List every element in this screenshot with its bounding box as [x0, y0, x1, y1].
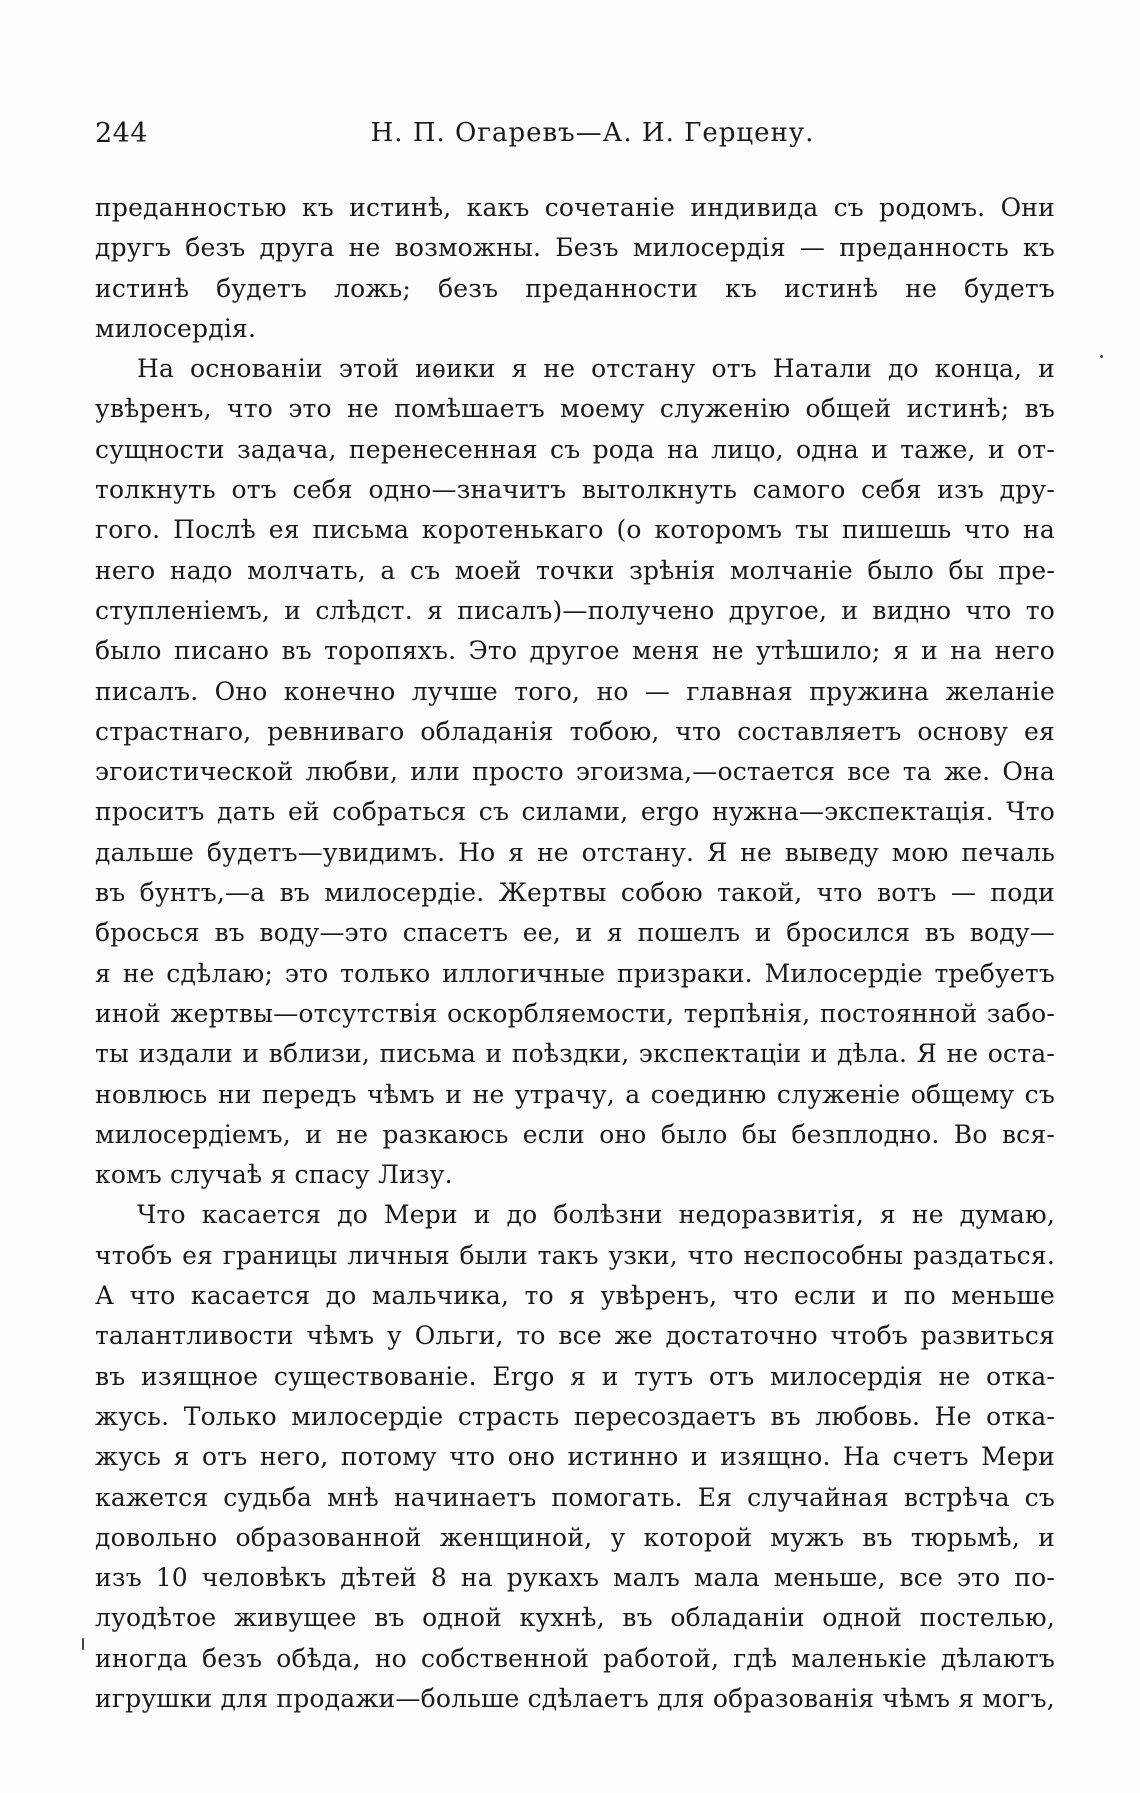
- text-line: толкнуть отъ себя одно—значитъ вытолкнуть самого себя изъ дру-: [95, 475, 1055, 505]
- text-line: дальше будетъ—увидимъ. Но я не отстану. Я не выведу мою печаль: [95, 837, 1055, 867]
- text-line: Что касается до Мери и до болѣзни недоразвитія, я не думаю,: [137, 1200, 1055, 1230]
- text-line: жусь я отъ него, потому что оно истинно и изящно. На счетъ Мери: [95, 1442, 1055, 1472]
- text-line: него надо молчать, а съ моей точки зрѣнія молчаніе было бы пре-: [95, 555, 1055, 585]
- text-line: было писано въ торопяхъ. Это другое меня не утѣшило; я и на него: [95, 636, 1055, 666]
- page-header: [95, 118, 1050, 158]
- speck: [1100, 355, 1103, 358]
- text-line: другъ безъ друга не возможны. Безъ милосердія — преданность къ: [95, 233, 1055, 263]
- text-line: эгоистической любви, или просто эгоизма,—остается все та же. Она: [95, 757, 1055, 787]
- text-line: бросься въ воду—это спасетъ ее, и я пошелъ и бросился въ воду—: [95, 918, 1055, 948]
- text-line: иногда безъ обѣда, но собственной работой, гдѣ маленькіе дѣлаютъ: [95, 1643, 1055, 1673]
- text-line: истинѣ будетъ ложь; безъ преданности къ истинѣ не будетъ: [95, 273, 1055, 303]
- text-line: увѣренъ, что это не помѣшаетъ моему служенію общей истинѣ; въ: [95, 394, 1055, 424]
- text-line: въ изящное существованіе. Ergo я и тутъ отъ милосердія не отка-: [95, 1361, 1055, 1391]
- text-line: ты издали и вблизи, письма и поѣздки, экспектаціи и дѣла. Я не оста-: [95, 1039, 1055, 1069]
- text-line: довольно образованной женщиной, у которой мужъ въ тюрьмѣ, и: [95, 1522, 1055, 1552]
- text-line: изъ 10 человѣкъ дѣтей 8 на рукахъ малъ мала меньше, все это по-: [95, 1563, 1055, 1593]
- running-head: Н. П. Огаревъ—А. И. Герцену.: [370, 118, 815, 148]
- text-line: новлюсь ни передъ чѣмъ и не утрачу, а соединю служеніе общему съ: [95, 1079, 1055, 1109]
- text-line: луодѣтое живущее въ одной кухнѣ, въ обладаніи одной постелью,: [95, 1603, 1055, 1633]
- text-line: А что касается до мальчика, то я увѣренъ, что если и по меньше: [95, 1281, 1055, 1311]
- text-line: игрушки для продажи—больше сдѣлаетъ для образованія чѣмъ я могъ,: [95, 1683, 1055, 1713]
- text-line: иной жертвы—отсутствія оскорбляемости, терпѣнія, постоянной забо-: [95, 998, 1055, 1028]
- paragraph: [95, 188, 1055, 349]
- text-line: милосердіемъ, и не разкаюсь если оно было бы безплодно. Во вся-: [95, 1119, 1055, 1149]
- text-line: гого. Послѣ ея письма коротенькаго (о которомъ ты пишешь что на: [95, 515, 1055, 545]
- text-line: ступленіемъ, и слѣдст. я писалъ)—получено другое, и видно что то: [95, 595, 1055, 625]
- paragraph: [95, 1195, 1055, 1719]
- text-line: жусь. Только милосердіе страсть пересоздаетъ въ любовь. Не отка-: [95, 1401, 1055, 1431]
- text-line: въ бунтъ,—а въ милосердіе. Жертвы собою такой, что вотъ — поди: [95, 878, 1055, 908]
- paragraph: [95, 349, 1055, 1195]
- text-line: комъ случаѣ я спасу Лизу.: [95, 1160, 453, 1190]
- text-line: талантливости чѣмъ у Ольги, то все же достаточно чтобъ развиться: [95, 1321, 1055, 1351]
- text-line: На основаніи этой иѳики я не отстану отъ Натали до конца, и: [137, 354, 1055, 384]
- text-line: чтобъ ея границы личныя были такъ узки, что неспособны раздаться.: [95, 1240, 1055, 1270]
- margin-mark: [82, 1638, 84, 1650]
- text-line: писалъ. Оно конечно лучше того, но — главная пружина желаніе: [95, 676, 1055, 706]
- text-line: проситъ дать ей собраться съ силами, ergo нужна—экспектація. Что: [95, 797, 1055, 827]
- text-line: я не сдѣлаю; это только иллогичные призраки. Милосердіе требуетъ: [95, 958, 1055, 988]
- text-line: кажется судьба мнѣ начинаетъ помогать. Ея случайная встрѣча съ: [95, 1482, 1055, 1512]
- body-text: [95, 188, 1055, 1719]
- text-line: преданностью къ истинѣ, какъ сочетаніе индивида съ родомъ. Они: [95, 193, 1055, 222]
- text-line: страстнаго, ревниваго обладанія тобою, что составляетъ основу ея: [95, 716, 1055, 746]
- text-line: милосердія.: [95, 313, 257, 343]
- text-line: сущности задача, перенесенная съ рода на лицо, одна и таже, и от-: [95, 434, 1055, 464]
- page-number: 244: [95, 118, 149, 149]
